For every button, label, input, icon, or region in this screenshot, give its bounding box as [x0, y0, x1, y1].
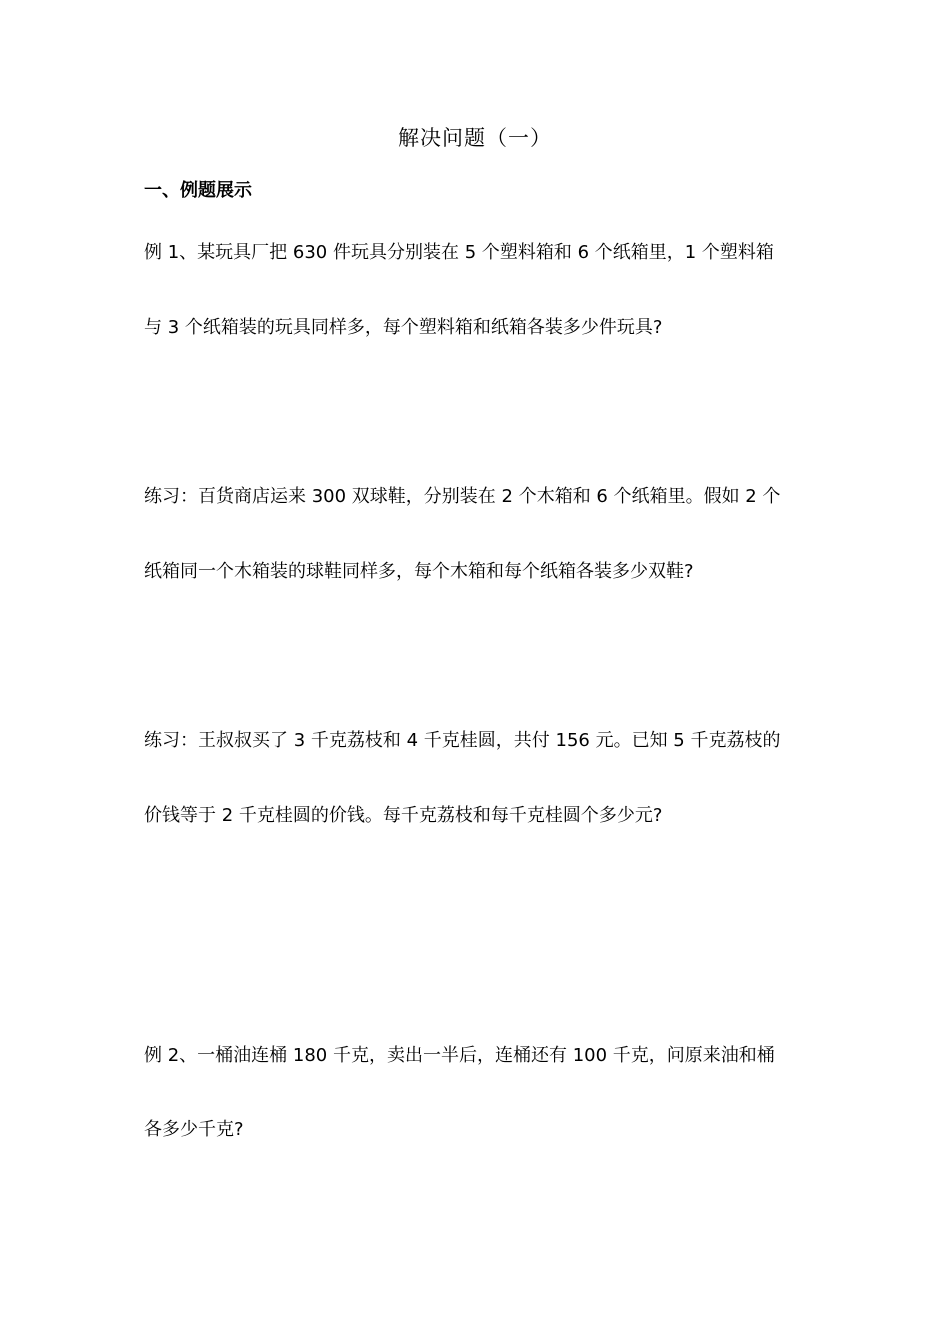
problem-line: 纸箱同一个木箱装的球鞋同样多，每个木箱和每个纸箱各装多少双鞋?	[144, 561, 694, 582]
problem-line: 价钱等于 2 千克桂圆的价钱。每千克荔枝和每千克桂圆个多少元?	[144, 805, 663, 826]
problem-line: 练习：王叔叔买了 3 千克荔枝和 4 千克桂圆，共付 156 元。已知 5 千克荔枝的	[144, 730, 781, 751]
problem-line: 练习：百货商店运来 300 双球鞋，分别装在 2 个木箱和 6 个纸箱里。假如 2 个	[144, 486, 781, 507]
problem-line: 各多少千克?	[144, 1119, 244, 1140]
problem-line: 例 1、某玩具厂把 630 件玩具分别装在 5 个塑料箱和 6 个纸箱里，1 个塑料箱	[144, 242, 774, 263]
document-title: 解决问题（一）	[398, 126, 552, 150]
section-heading: 一、例题展示	[144, 180, 252, 201]
problem-line: 例 2、一桶油连桶 180 千克，卖出一半后，连桶还有 100 千克，问原来油和桶	[144, 1045, 775, 1066]
problem-line: 与 3 个纸箱装的玩具同样多，每个塑料箱和纸箱各装多少件玩具?	[144, 317, 663, 338]
